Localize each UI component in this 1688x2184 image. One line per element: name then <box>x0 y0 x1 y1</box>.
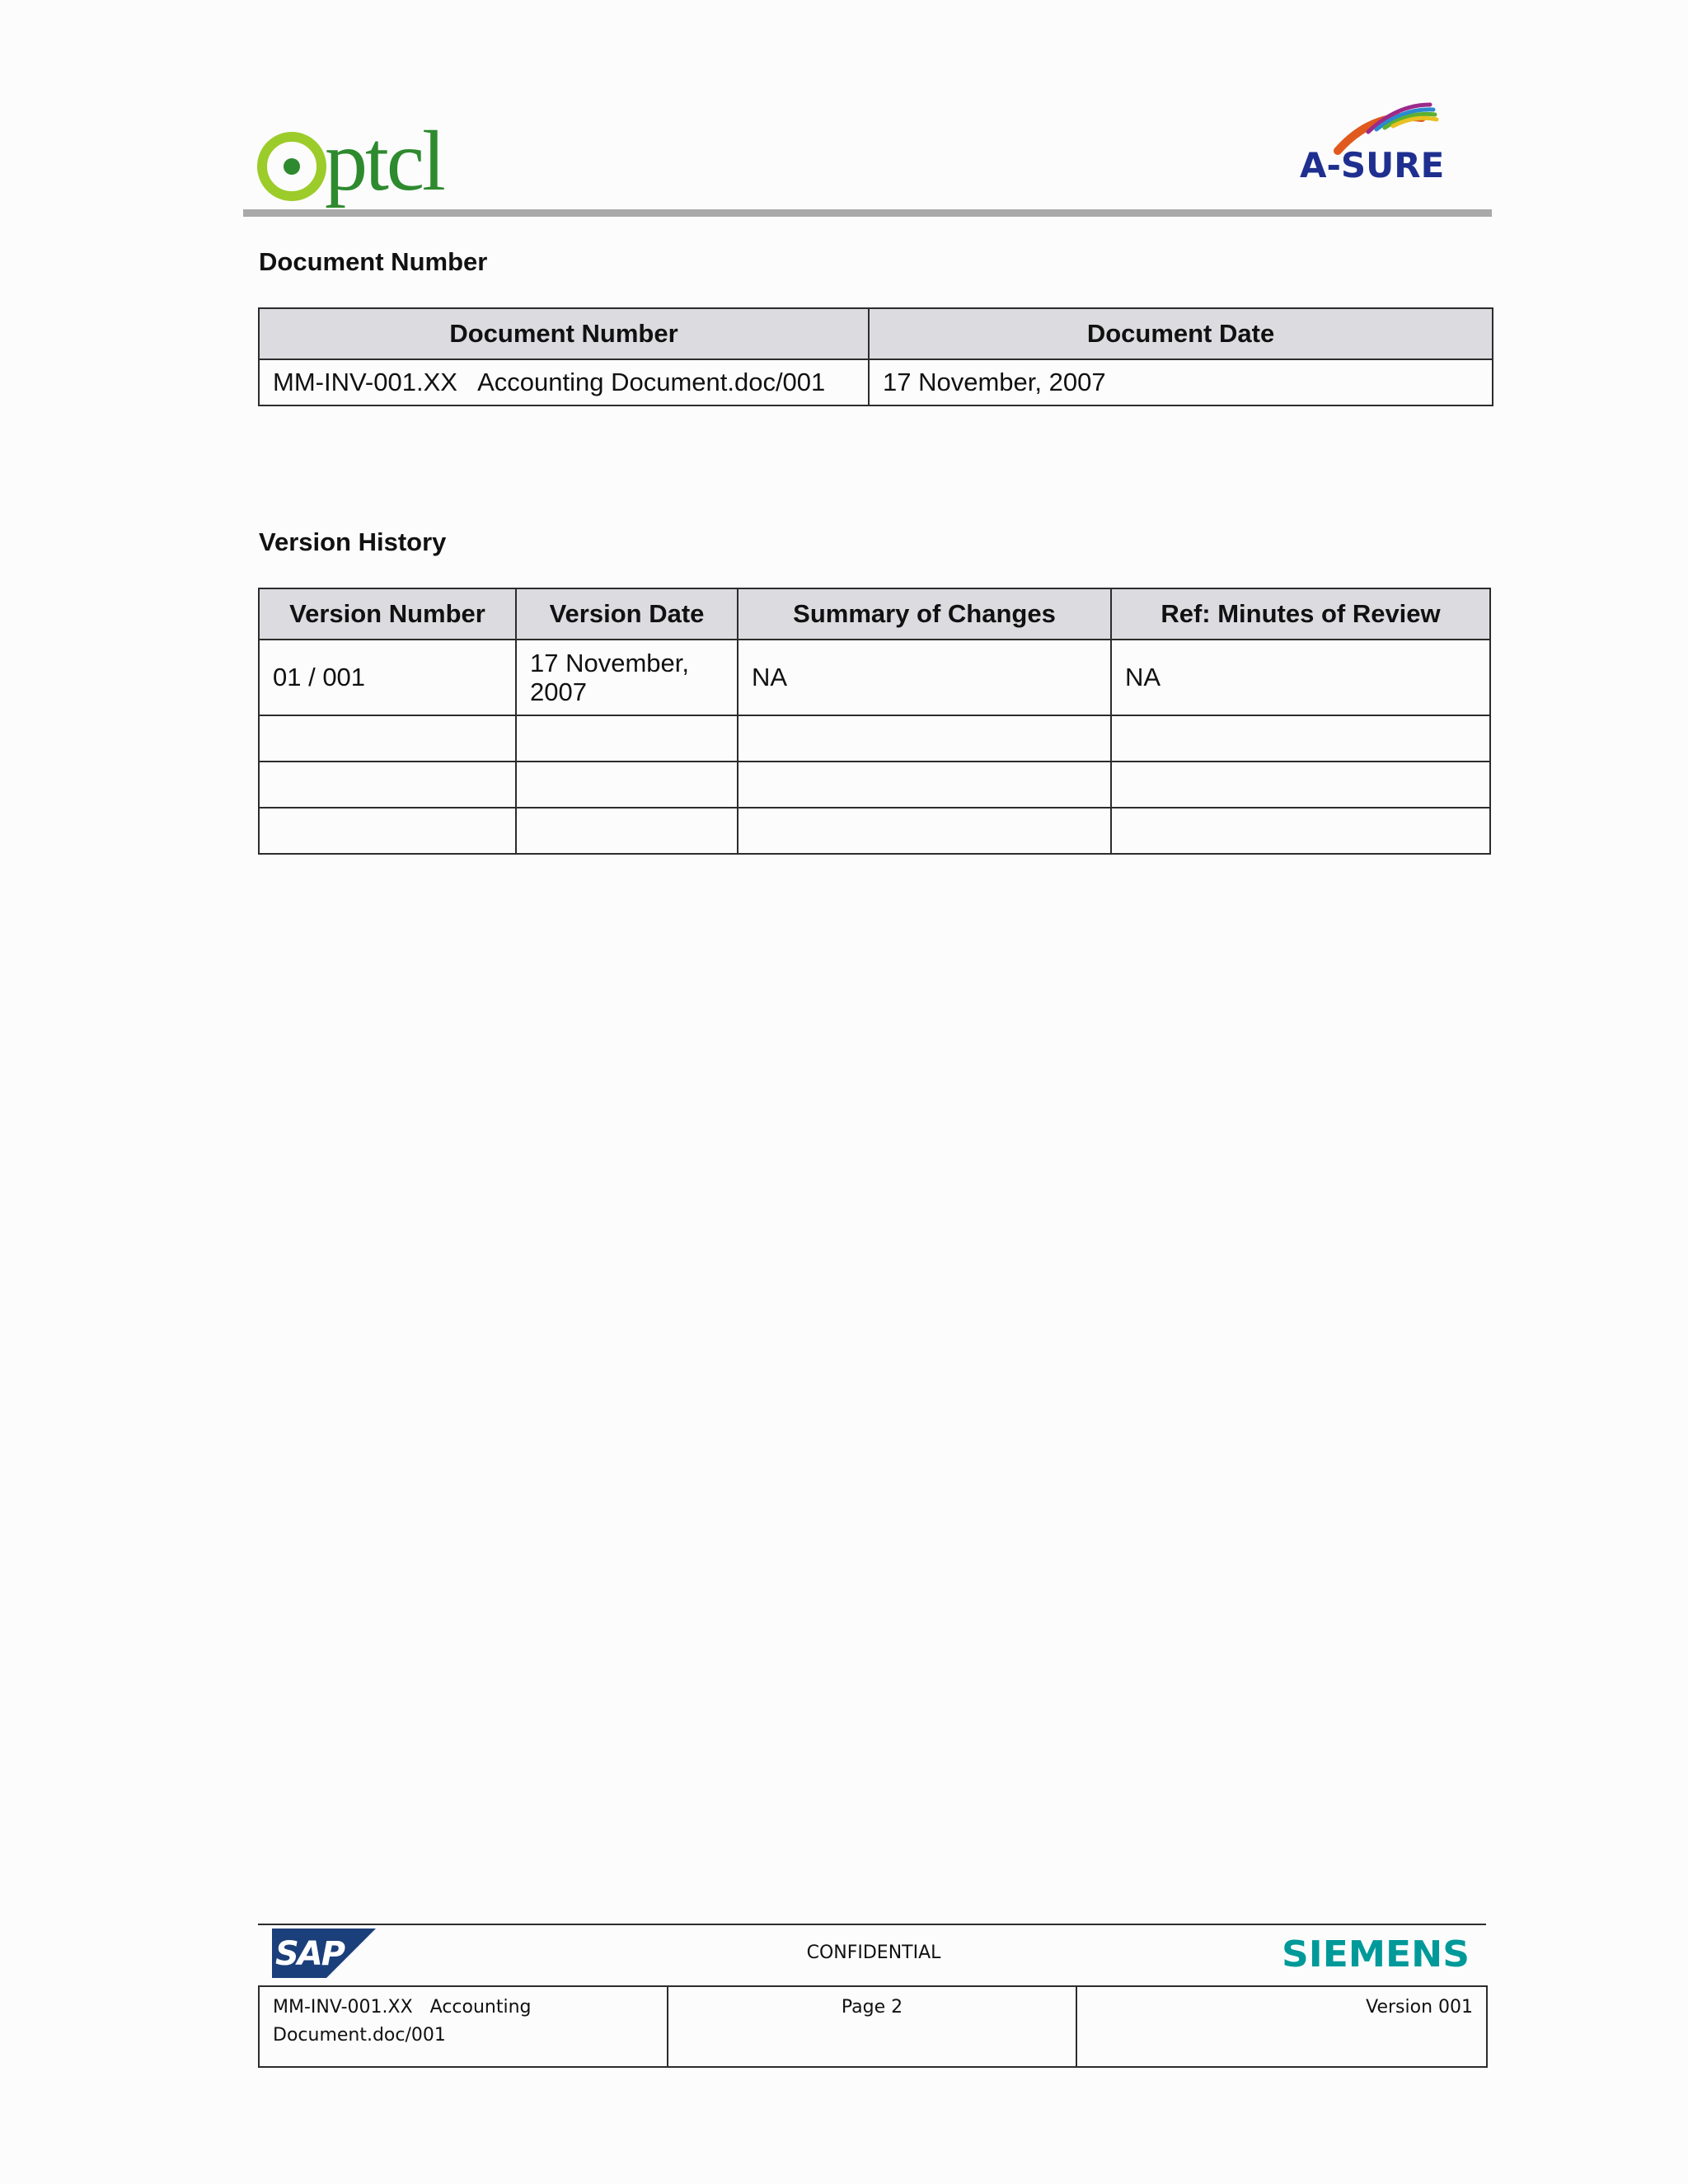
summary-cell <box>738 808 1111 854</box>
version-number-cell: 01 / 001 <box>259 640 516 715</box>
sap-logo <box>272 1929 376 1978</box>
header-rule <box>243 209 1492 217</box>
summary-cell <box>738 715 1111 762</box>
footer-document-ref: MM-INV-001.XX Accounting Document.doc/001 <box>259 1986 668 2067</box>
version-date-cell <box>516 715 738 762</box>
header-version-number: Version Number <box>259 588 516 640</box>
header-ref-minutes-of-review: Ref: Minutes of Review <box>1111 588 1490 640</box>
document-number-table <box>258 307 1493 406</box>
table-header-row <box>259 308 1493 359</box>
ref-minutes-cell <box>1111 808 1490 854</box>
a-sure-logo-text: A-SURE <box>1300 145 1445 185</box>
version-history-title: Version History <box>259 527 447 556</box>
table-row <box>259 808 1490 854</box>
table-header-row <box>259 588 1490 640</box>
siemens-logo-text: SIEMENS <box>1282 1933 1470 1975</box>
ref-minutes-cell <box>1111 762 1490 808</box>
footer-row <box>259 1986 1487 2067</box>
header-document-date: Document Date <box>869 308 1493 359</box>
version-number-cell <box>259 762 516 808</box>
version-date-cell <box>516 762 738 808</box>
version-date-cell <box>516 808 738 854</box>
ref-minutes-cell: NA <box>1111 640 1490 715</box>
header-document-number: Document Number <box>259 308 869 359</box>
document-number-title: Document Number <box>259 247 488 276</box>
version-date-cell: 17 November, 2007 <box>516 640 738 715</box>
siemens-logo <box>1282 1929 1471 1975</box>
ptcl-logo-text: ptcl <box>325 115 443 209</box>
table-row <box>259 359 1493 405</box>
sap-logo-text: SAP <box>275 1935 345 1973</box>
table-row <box>259 715 1490 762</box>
ptcl-logo <box>257 115 471 214</box>
document-date-value: 17 November, 2007 <box>869 359 1493 405</box>
table-row <box>259 762 1490 808</box>
summary-cell: NA <box>738 640 1111 715</box>
header-summary-of-changes: Summary of Changes <box>738 588 1111 640</box>
version-number-cell <box>259 808 516 854</box>
document-number-value: MM-INV-001.XX Accounting Document.doc/001 <box>259 359 869 405</box>
footer-version: Version 001 <box>1076 1986 1487 2067</box>
header-version-date: Version Date <box>516 588 738 640</box>
confidential-label: CONFIDENTIAL <box>806 1943 941 1963</box>
footer-table <box>258 1985 1488 2068</box>
footer-rule <box>258 1924 1486 1925</box>
version-history-table <box>258 588 1491 855</box>
ref-minutes-cell <box>1111 715 1490 762</box>
footer-page-number: Page 2 <box>668 1986 1076 2067</box>
version-number-cell <box>259 715 516 762</box>
a-sure-logo <box>1298 95 1451 190</box>
table-row <box>259 640 1490 715</box>
summary-cell <box>738 762 1111 808</box>
